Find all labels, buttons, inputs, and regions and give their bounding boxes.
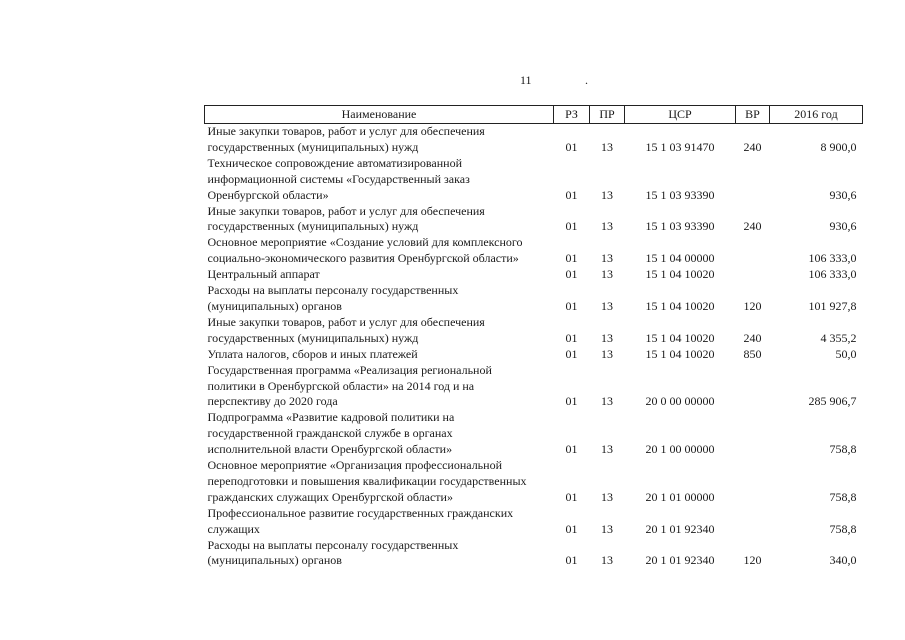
row-pr: 13 xyxy=(601,219,613,234)
row-name-line: Профессиональное развитие государственных гражданских xyxy=(207,505,514,520)
table-row xyxy=(205,283,863,315)
table-row xyxy=(205,156,863,204)
row-name xyxy=(205,156,554,204)
row-amount: 930,6 xyxy=(829,219,857,234)
row-name-line: Иные закупки товаров, работ и услуг для обеспечения xyxy=(207,124,485,138)
row-name xyxy=(205,283,554,315)
row-pr: 13 xyxy=(601,521,613,536)
row-amount: 340,0 xyxy=(829,553,857,568)
row-name-line: Иные закупки товаров, работ и услуг для обеспечения xyxy=(207,314,485,329)
row-amount: 106 333,0 xyxy=(808,267,857,282)
row-name-line: гражданских служащих Оренбургской области» xyxy=(207,489,453,504)
row-vr xyxy=(736,156,770,204)
row-name-line: Государственная программа «Реализация региональной xyxy=(207,362,492,377)
row-pr: 13 xyxy=(601,187,613,202)
row-pr: 13 xyxy=(601,394,613,409)
row-pr: 13 xyxy=(601,251,613,266)
row-name-line: переподготовки и повышения квалификации государственных xyxy=(207,473,527,488)
row-name-line: Иные закупки товаров, работ и услуг для обеспечения xyxy=(207,203,485,218)
row-name xyxy=(205,458,554,506)
row-vr xyxy=(736,458,770,506)
row-rz: 01 xyxy=(565,330,578,345)
row-name-line: Основное мероприятие «Организация профессиональной xyxy=(207,458,502,473)
row-csr: 20 1 01 92340 xyxy=(645,521,715,536)
row-name-line: Расходы на выплаты персоналу государственных xyxy=(207,537,459,552)
row-vr: 240 xyxy=(743,219,762,234)
row-name-line: (муниципальных) органов xyxy=(207,553,342,568)
row-rz: 01 xyxy=(565,187,578,202)
row-vr: 850 xyxy=(743,346,762,361)
row-name-line: Уплата налогов, сборов и иных платежей xyxy=(207,346,418,361)
row-amount: 758,8 xyxy=(829,521,857,536)
table-row xyxy=(205,458,863,506)
row-name xyxy=(205,410,554,458)
row-amount: 758,8 xyxy=(829,489,857,504)
row-csr: 20 1 01 00000 xyxy=(645,489,715,504)
row-vr xyxy=(736,506,770,538)
row-amount: 101 927,8 xyxy=(808,298,857,313)
row-name-line: перспективу до 2020 года xyxy=(207,394,338,409)
row-name-line: Подпрограмма «Развитие кадровой политики на xyxy=(207,410,455,425)
table-row xyxy=(205,506,863,538)
row-amount: 930,6 xyxy=(829,187,857,202)
row-vr: 240 xyxy=(743,330,762,345)
header-csr: ЦСР xyxy=(625,106,736,124)
row-pr: 13 xyxy=(601,489,613,504)
row-name xyxy=(205,347,554,363)
row-name xyxy=(205,506,554,538)
row-rz: 01 xyxy=(565,394,578,409)
row-rz: 01 xyxy=(565,521,578,536)
table-row xyxy=(205,204,863,236)
row-pr: 13 xyxy=(601,139,613,154)
row-name-line: Оренбургской области» xyxy=(207,187,329,202)
row-csr: 15 1 04 10020 xyxy=(645,267,715,282)
table-row xyxy=(205,124,863,156)
row-name xyxy=(205,267,554,283)
table-row xyxy=(205,538,863,570)
row-name-line: государственных (муниципальных) нужд xyxy=(207,219,419,234)
header-vr: ВР xyxy=(736,106,770,124)
row-rz: 01 xyxy=(565,219,578,234)
row-name-line: Техническое сопровождение автоматизированной xyxy=(207,155,462,170)
row-csr: 15 1 04 10020 xyxy=(645,330,715,345)
row-name-line: Центральный аппарат xyxy=(207,267,320,282)
row-pr: 13 xyxy=(601,553,613,568)
row-csr: 20 1 00 00000 xyxy=(645,442,715,457)
row-rz: 01 xyxy=(565,298,578,313)
row-vr: 120 xyxy=(743,553,762,568)
row-name-line: исполнительной власти Оренбургской области» xyxy=(207,442,453,457)
row-name-line: государственных (муниципальных) нужд xyxy=(207,330,419,345)
row-name-line: информационной системы «Государственный заказ xyxy=(207,171,470,186)
row-csr: 20 0 00 00000 xyxy=(645,394,715,409)
header-row xyxy=(205,106,863,124)
page-mark: . xyxy=(585,73,588,87)
row-pr: 13 xyxy=(601,442,613,457)
table-row xyxy=(205,363,863,411)
table-row xyxy=(205,410,863,458)
row-rz: 01 xyxy=(565,489,578,504)
row-csr: 15 1 04 00000 xyxy=(645,251,715,266)
row-name xyxy=(205,235,554,267)
row-amount: 8 900,0 xyxy=(820,139,857,154)
row-csr: 15 1 03 93390 xyxy=(645,219,715,234)
row-name xyxy=(205,363,554,411)
row-pr: 13 xyxy=(601,267,613,282)
row-amount: 4 355,2 xyxy=(820,330,857,345)
row-csr: 15 1 03 93390 xyxy=(645,187,715,202)
header-pr: ПР xyxy=(590,106,625,124)
row-csr: 15 1 04 10020 xyxy=(645,298,715,313)
row-name-line: Расходы на выплаты персоналу государственных xyxy=(207,283,459,298)
row-name-line: социально-экономического развития Оренбургской области» xyxy=(207,251,519,266)
row-name-line: Основное мероприятие «Создание условий для комплексного xyxy=(207,235,523,250)
table-row xyxy=(205,267,863,283)
row-rz: 01 xyxy=(565,553,578,568)
table-header xyxy=(205,106,863,124)
row-name xyxy=(205,315,554,347)
table-row xyxy=(205,347,863,363)
row-name xyxy=(205,538,554,570)
row-name-line: служащих xyxy=(207,521,260,536)
row-pr: 13 xyxy=(601,330,613,345)
row-rz: 01 xyxy=(565,139,578,154)
row-csr: 20 1 01 92340 xyxy=(645,553,715,568)
page-number: 11 xyxy=(520,73,532,87)
row-name-line: политики в Оренбургской области» на 2014 год и на xyxy=(207,378,475,393)
row-vr: 240 xyxy=(743,139,762,154)
row-name-line: государственных (муниципальных) нужд xyxy=(207,139,419,154)
row-rz: 01 xyxy=(565,267,578,282)
row-name xyxy=(205,124,554,156)
row-rz: 01 xyxy=(565,442,578,457)
row-vr xyxy=(736,235,770,267)
row-rz: 01 xyxy=(565,346,578,361)
table-row xyxy=(205,235,863,267)
header-year: 2016 год xyxy=(770,106,863,124)
table-row xyxy=(205,315,863,347)
row-vr xyxy=(736,410,770,458)
row-vr: 120 xyxy=(743,298,762,313)
row-amount: 758,8 xyxy=(829,442,857,457)
row-pr: 13 xyxy=(601,346,613,361)
budget-table xyxy=(204,105,863,569)
row-rz: 01 xyxy=(565,251,578,266)
row-vr xyxy=(736,363,770,411)
row-csr: 15 1 04 10020 xyxy=(645,346,715,361)
row-name xyxy=(205,204,554,236)
header-rz: РЗ xyxy=(554,106,590,124)
table-body xyxy=(205,124,863,570)
row-amount: 106 333,0 xyxy=(808,251,857,266)
row-amount: 50,0 xyxy=(835,346,857,361)
row-amount: 285 906,7 xyxy=(808,394,857,409)
header-name: Наименование xyxy=(205,106,554,124)
row-csr: 15 1 03 91470 xyxy=(645,139,715,154)
row-name-line: (муниципальных) органов xyxy=(207,298,342,313)
row-name-line: государственной гражданской службе в органах xyxy=(207,426,453,441)
row-pr: 13 xyxy=(601,298,613,313)
row-vr xyxy=(736,267,770,283)
